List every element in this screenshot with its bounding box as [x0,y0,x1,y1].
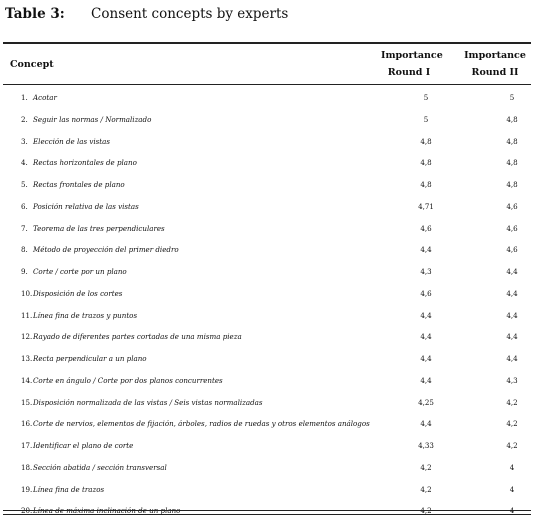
table-row [0,153,534,175]
round2-cell: 5 [509,93,515,102]
column-header-round2 [462,47,528,81]
table-row [0,480,534,502]
round2-cell: 4,8 [506,136,518,146]
row-number: 11. [21,310,33,320]
caption-title: Consent concepts by experts [91,6,289,22]
concept-cell: Acotar [33,93,57,102]
round2-cell: 4,8 [506,180,518,189]
table-header-rule [3,84,531,85]
table-body [0,88,534,523]
column-header-concept: Concept [10,59,54,70]
round1-cell: 4,4 [420,375,432,385]
round2-cell: 4,8 [506,158,518,168]
concept-cell: Rayado de diferentes partes cortadas de una misma pieza [33,332,242,342]
round2-cell: 4,4 [506,310,518,320]
round1-cell: 5 [423,114,429,124]
round2-cell: 4 [509,462,515,472]
concept-cell: Disposición de los cortes [33,288,123,298]
concept-cell: Teorema de las tres perpendiculares [33,223,165,233]
row-number: 16. [21,419,33,429]
concept-cell: Disposición normalizada de las vistas / Seis vistas normalizadas [33,397,263,407]
round1-cell: 4,4 [420,419,432,429]
row-number: 19. [21,484,33,494]
round1-cell: 5 [423,93,429,102]
row-number: 4. [21,158,28,168]
row-number: 10. [21,288,33,298]
column-header-round2-line2: Round II [471,67,519,78]
table-row [0,371,534,393]
round2-cell: 4,6 [506,223,518,233]
table-row [0,436,534,458]
round2-cell: 4,8 [506,114,518,124]
caption-label: Table 3: [5,6,65,22]
concept-cell: Posición relativa de las vistas [33,201,139,211]
concept-cell: Rectas frontales de plano [33,180,125,189]
round1-cell: 4,3 [420,267,432,276]
round2-cell: 4,6 [506,201,518,211]
table-row [0,262,534,284]
table-bottom-rule [3,510,531,511]
round1-cell: 4,4 [420,310,432,320]
round1-cell: 4,4 [420,245,432,255]
round1-cell: 4,4 [420,354,432,363]
round2-cell: 4 [509,484,515,494]
concept-cell: Recta perpendicular a un plano [33,354,147,363]
row-number: 1. [21,93,28,102]
table-row [0,349,534,371]
row-number: 3. [21,136,28,146]
round1-cell: 4,8 [420,136,432,146]
table-row [0,132,534,154]
round1-cell: 4,4 [420,332,432,342]
round1-cell: 4,8 [420,158,432,168]
round1-cell: 4,33 [418,441,434,450]
row-number: 9. [21,267,28,276]
table-row [0,175,534,197]
table-row [0,110,534,132]
concept-cell: Línea fina de trazos y puntos [33,310,138,320]
row-number: 17. [21,441,33,450]
round1-cell: 4,8 [420,180,432,189]
column-header-round2-line1: Importance [464,50,526,61]
round2-cell: 4,2 [506,397,518,407]
table-row [0,197,534,219]
round1-cell: 4,2 [420,484,432,494]
concept-cell: Método de proyección del primer diedro [33,245,179,255]
row-number: 13. [21,354,33,363]
table-row [0,327,534,349]
column-header-round1 [381,47,443,81]
row-number: 12. [21,332,33,342]
round2-cell: 4,2 [506,419,518,429]
row-number: 2. [21,114,28,124]
column-header-round1-line1: Importance [381,50,443,61]
concept-cell: Elección de las vistas [33,136,110,146]
round2-cell: 4,3 [506,375,518,385]
row-number: 14. [21,375,33,385]
row-number: 8. [21,245,28,255]
concept-cell: Corte / corte por un plano [33,267,127,276]
concept-cell: Línea fina de trazos [33,484,105,494]
table-row [0,219,534,241]
concept-cell: Identificar el plano de corte [33,441,134,450]
round2-cell: 4,4 [506,332,518,342]
concept-cell: Corte en ángulo / Corte por dos planos concurrentes [33,375,223,385]
column-header-round1-line2: Round I [387,67,431,78]
row-number: 6. [21,201,28,211]
table-row [0,306,534,328]
row-number: 7. [21,223,28,233]
table-row [0,284,534,306]
table-bottom-rule-double [3,514,531,515]
table-row [0,501,534,523]
table-row [0,414,534,436]
concept-cell: Seguir las normas / Normalizado [33,114,152,124]
table-row [0,88,534,110]
round1-cell: 4,25 [418,397,434,407]
round1-cell: 4,2 [420,462,432,472]
concept-cell: Rectas horizontales de plano [33,158,137,168]
table-row [0,458,534,480]
table-row [0,393,534,415]
concept-cell: Corte de nervios, elementos de fijación, árboles, radios de ruedas y otros elementos análogos [33,419,370,429]
table-caption [5,6,288,22]
round2-cell: 4,4 [506,267,518,276]
table-row [0,240,534,262]
round2-cell: 4,6 [506,245,518,255]
round2-cell: 4,4 [506,354,518,363]
round1-cell: 4,71 [418,201,434,211]
table-top-rule [3,42,531,44]
row-number: 15. [21,397,33,407]
round2-cell: 4,2 [506,441,518,450]
round2-cell: 4,4 [506,288,518,298]
row-number: 18. [21,462,33,472]
row-number: 5. [21,180,28,189]
round1-cell: 4,6 [420,288,432,298]
concept-cell: Sección abatida / sección transversal [33,462,167,472]
round1-cell: 4,6 [420,223,432,233]
